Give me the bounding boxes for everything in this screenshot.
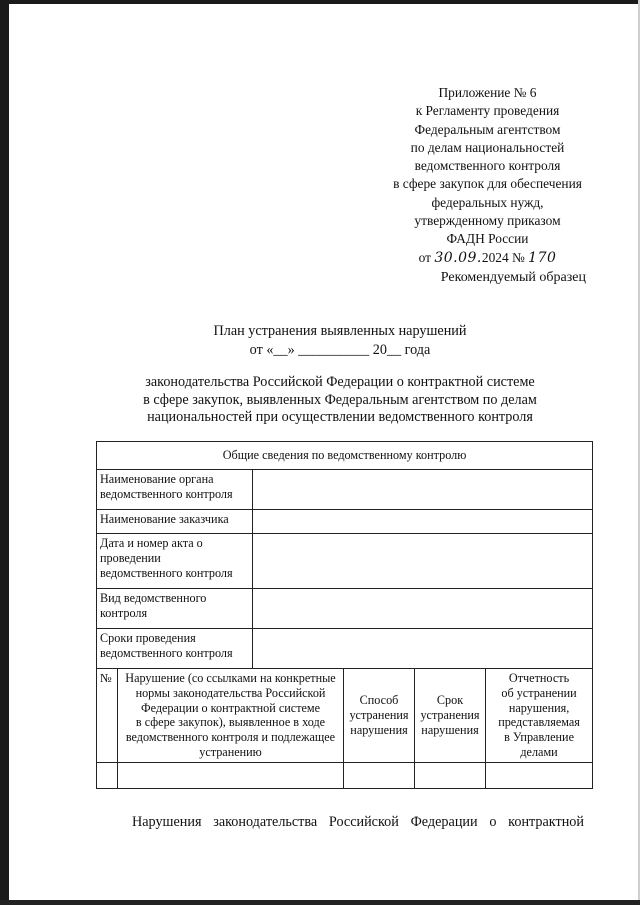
field-value-cell[interactable] — [253, 510, 593, 534]
appendix-line: к Регламенту проведения — [415, 103, 560, 119]
handwritten-number: 170 — [528, 249, 557, 266]
appendix-line: ФАДН России — [446, 231, 529, 247]
scan-edge-top — [0, 0, 640, 4]
scan-edge-bottom — [0, 900, 640, 905]
field-label: Вид ведомственного контроля — [97, 589, 253, 629]
handwritten-date: 30.09. — [434, 249, 482, 266]
title-date-line: от «__» __________ 20__ года — [249, 341, 431, 358]
empty-cell[interactable] — [486, 762, 593, 788]
title-line: План устранения выявленных нарушений — [213, 323, 467, 339]
column-header-violation: Нарушение (со ссылками на конкретные нормы законодательства Российской Федерации о контрактной системе в сфере закупок), выявленное в ходе ведомственного контроля и подлежащее устранению — [118, 669, 344, 763]
field-value-cell[interactable] — [253, 589, 593, 629]
empty-cell[interactable] — [415, 762, 486, 788]
sample-note: Рекомендуемый образец — [440, 270, 586, 285]
field-value-cell[interactable] — [253, 629, 593, 669]
scan-edge-left — [0, 0, 9, 905]
appendix-line: в сфере закупок для обеспечения — [393, 176, 582, 192]
general-info-header: Общие сведения по ведомственному контролю — [97, 442, 593, 470]
field-value-cell[interactable] — [253, 534, 593, 589]
violations-plan-table — [96, 441, 593, 789]
field-value-cell[interactable] — [253, 470, 593, 510]
lead-line: законодательства Российской Федерации о контрактной системе — [145, 374, 535, 390]
lead-line: национальностей при осуществлении ведомственного контроля — [147, 409, 533, 425]
appendix-line: утвержденному приказом — [414, 213, 561, 229]
field-label: Дата и номер акта о проведении ведомственного контроля — [97, 534, 253, 589]
field-label: Наименование заказчика — [97, 510, 253, 534]
table-row — [97, 762, 593, 788]
empty-cell[interactable] — [118, 762, 344, 788]
appendix-line: ведомственного контроля — [414, 158, 561, 174]
column-header-report: Отчетность об устранении нарушения, представляемая в Управление делами — [486, 669, 593, 763]
document-title — [130, 322, 550, 359]
column-header-term: Срок устранения нарушения — [415, 669, 486, 763]
empty-cell[interactable] — [344, 762, 415, 788]
order-date-line — [340, 249, 635, 267]
empty-cell[interactable] — [97, 762, 118, 788]
appendix-block — [340, 84, 635, 267]
appendix-line: Приложение № 6 — [438, 85, 537, 100]
body-text-line: Нарушения законодательства Российской Федерации о контрактной — [132, 814, 584, 830]
field-label: Сроки проведения ведомственного контроля — [97, 629, 253, 669]
appendix-line: по делам национальностей — [410, 139, 565, 155]
lead-paragraph — [100, 374, 580, 427]
column-header-method: Способ устранения нарушения — [344, 669, 415, 763]
number-prefix: № — [512, 249, 525, 265]
lead-line: в сфере закупок, выявленных Федеральным агентством по делам — [143, 391, 537, 408]
order-year: 2024 — [481, 249, 509, 265]
column-header-number: № — [97, 669, 118, 763]
date-prefix: от — [418, 249, 431, 265]
field-label: Наименование органа ведомственного контроля — [97, 470, 253, 510]
appendix-line: федеральных нужд, — [431, 194, 544, 210]
appendix-line: Федеральным агентством — [414, 121, 561, 137]
